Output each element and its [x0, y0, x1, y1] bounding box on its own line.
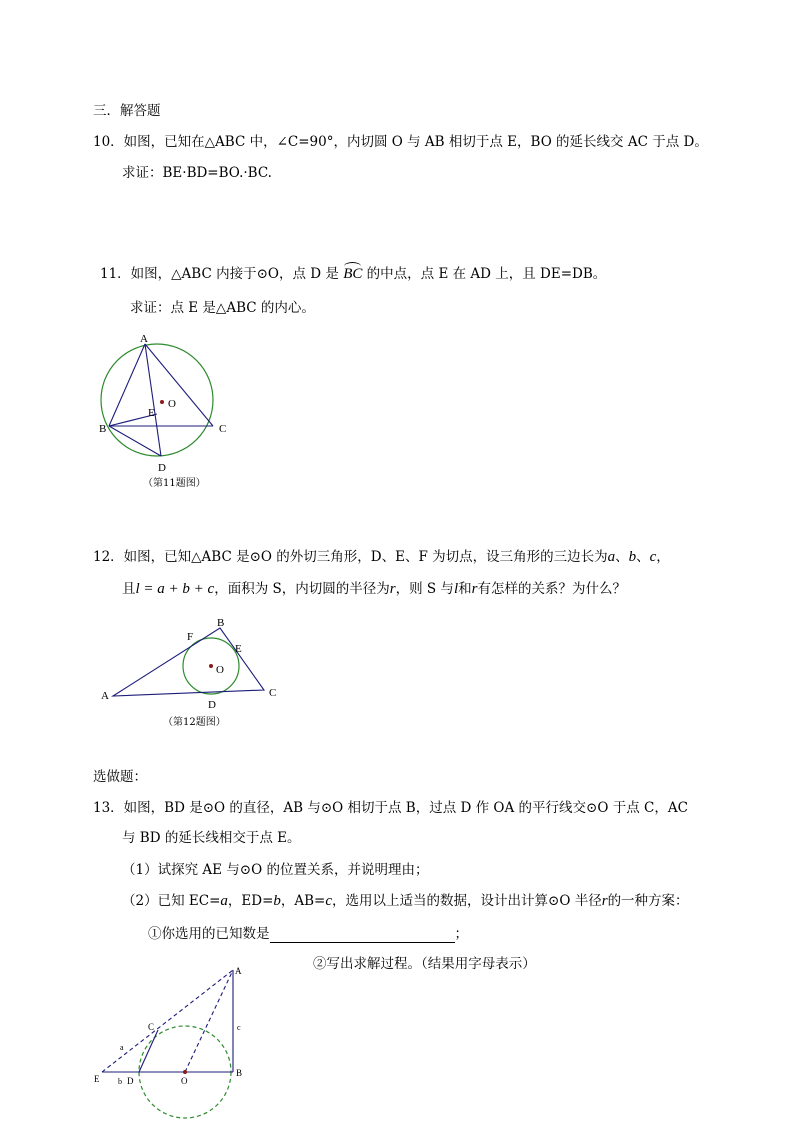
q11-label-a: A — [140, 333, 148, 345]
q12-text-b5: 有怎样的关系？为什么？ — [477, 581, 626, 597]
q12-line1 — [93, 548, 670, 566]
q13-p2-a: （2）已知 EC= — [122, 893, 221, 909]
q11-label-c: C — [219, 423, 227, 435]
q11-label-o: O — [168, 398, 176, 410]
q12-text-b1: 且 — [122, 581, 136, 597]
q11-label-e: E — [148, 407, 155, 419]
q12-text-b2: ，面积为 S，内切圆的半径为 — [214, 581, 390, 597]
q12-sep2: 、 — [636, 549, 650, 565]
q13-step1 — [148, 925, 468, 943]
q12-var-r2: r — [471, 581, 478, 597]
q13-part2 — [122, 892, 689, 910]
q13-step1-end: ； — [454, 926, 468, 942]
q12-figure — [95, 612, 295, 717]
q11-circle — [101, 344, 213, 456]
q13-label-b: B — [236, 1068, 243, 1078]
q11-figure — [95, 330, 245, 480]
q12-var-r: r — [389, 581, 396, 597]
q12-label-f: F — [187, 631, 194, 643]
q12-text-b3: ，则 S 与 — [395, 581, 454, 597]
q13-label-e: E — [94, 1074, 100, 1084]
q13-var-b: b — [273, 893, 281, 909]
q13-var-r: r — [601, 893, 608, 909]
q13-step1-text: ①你选用的已知数是 — [148, 926, 270, 942]
q12-sep1: 、 — [615, 549, 629, 565]
q11-label-b: B — [99, 423, 107, 435]
q11-label-d: D — [158, 462, 166, 474]
q13-step2: ②写出求解过程。（结果用字母表示） — [313, 956, 536, 972]
q13-p2-d: ，选用以上适当的数据，设计出计算⊙O 半径 — [332, 893, 602, 909]
q12-formula: l = a + b + c — [135, 581, 215, 597]
q13-label-seg-b: b — [118, 1077, 122, 1086]
q13-seg-ae — [102, 970, 233, 1072]
q12-var-a: a — [607, 549, 616, 565]
q12-end: ， — [656, 549, 670, 565]
q12-text-a: 12．如图，已知△ABC 是⊙O 的外切三角形，D、E、F 为切点，设三角形的三边长为 — [93, 549, 608, 565]
q13-label-a: A — [235, 966, 242, 976]
q11-text-a: 11．如图，△ABC 内接于⊙O，点 D 是 — [100, 266, 339, 282]
q12-label-e: E — [235, 643, 242, 655]
q12-label-c: C — [269, 687, 277, 699]
q11-line2: 求证：点 E 是△ABC 的内心。 — [130, 300, 315, 316]
q12-text-b4: 和 — [458, 581, 472, 597]
q13-label-seg-a: a — [120, 1043, 124, 1052]
q12-center-dot — [209, 664, 213, 668]
q13-figure — [90, 962, 255, 1122]
q13-label-c: C — [148, 1022, 155, 1032]
q13-var-a: a — [220, 893, 228, 909]
q13-p2-c: ，AB= — [280, 893, 326, 909]
optional-title: 选做题： — [93, 769, 147, 785]
q12-var-l: l — [453, 581, 459, 597]
q13-part1: （1）试探究 AE 与⊙O 的位置关系，并说明理由； — [122, 862, 429, 878]
q12-label-b: B — [217, 617, 225, 629]
q12-label-o: O — [216, 664, 224, 676]
q12-var-c: c — [649, 549, 657, 565]
q12-caption: （第12题图） — [163, 717, 226, 728]
q13-line2: 与 BD 的延长线相交于点 E。 — [122, 830, 301, 846]
q10-line2: 求证：BE·BD=BO.·BC. — [122, 165, 272, 181]
q12-label-d: D — [208, 699, 216, 711]
q12-line2 — [122, 580, 626, 598]
q13-center-dot — [183, 1070, 187, 1074]
q13-p2-b: ，ED= — [227, 893, 274, 909]
q13-var-c: c — [325, 893, 333, 909]
arc-bc: BC — [343, 266, 363, 282]
answer-blank[interactable] — [270, 928, 455, 943]
q11-line1 — [100, 265, 606, 283]
q13-label-seg-c: c — [237, 1023, 241, 1032]
q11-caption: （第11题图） — [143, 478, 206, 489]
q10-line1: 10．如图，已知在△ABC 中，∠C=90°，内切圆 O 与 AB 相切于点 E，BO 的延长线交 AC 于点 D。 — [93, 134, 708, 150]
q12-label-a: A — [101, 690, 109, 702]
q11-seg-ab — [109, 344, 145, 426]
q11-text-b: 的中点，点 E 在 AD 上，且 DE=DB。 — [366, 266, 607, 282]
q12-var-b: b — [628, 549, 637, 565]
section-title: 三．解答题 — [93, 103, 161, 119]
q11-center-dot — [160, 400, 164, 404]
q13-line1: 13．如图，BD 是⊙O 的直径，AB 与⊙O 相切于点 B，过点 D 作 OA 的平行线交⊙O 于点 C，AC — [93, 800, 688, 816]
q13-seg-oa — [185, 970, 233, 1072]
q13-label-o: O — [181, 1076, 188, 1086]
q13-label-d: D — [127, 1076, 134, 1086]
q13-p2-e: 的一种方案： — [607, 893, 689, 909]
